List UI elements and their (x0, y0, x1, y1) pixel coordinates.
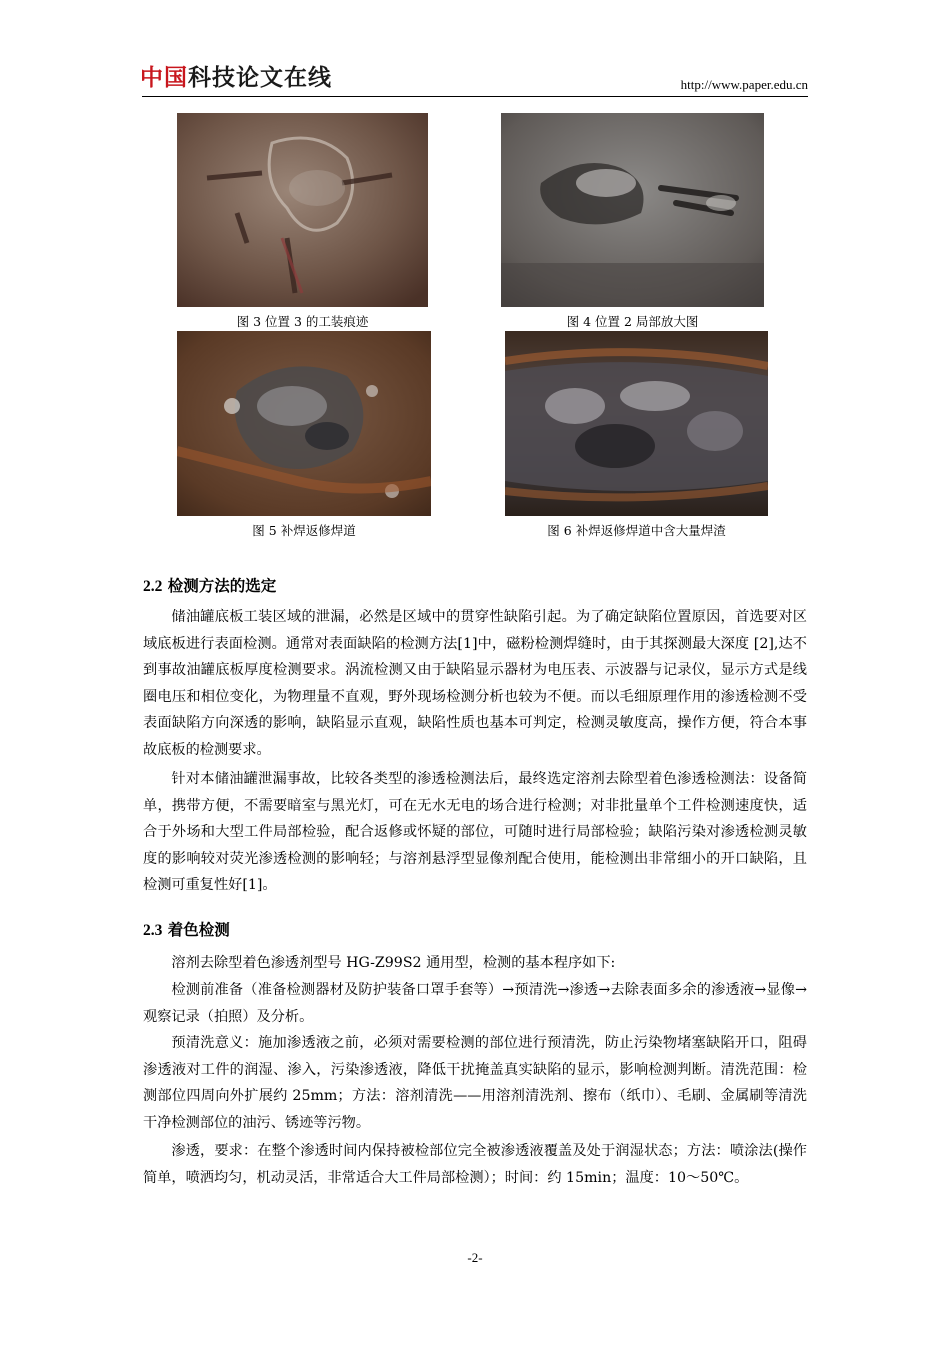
paragraph: 预清洗意义：施加渗透液之前，必须对需要检测的部位进行预清洗，防止污染物堵塞缺陷开口，阻碍渗透液对工件的润湿、渗入，污染渗透液，降低干扰掩盖真实缺陷的显示，影响检测判断。清洗范围：检测部位四周向外扩展约 25mm；方法：溶剂清洗——用溶剂清洗剂、擦布（纸巾）、毛刷、金属刷等清洗干净检测部位的油污、锈迹等污物。 (143, 1035, 807, 1131)
paragraph: 渗透，要求：在整个渗透时间内保持被检部位完全被渗透液覆盖及处于润湿状态；方法：喷涂法(操作简单，喷洒均匀，机动灵活，非常适合大工件局部检测）；时间：约 15min；温度：10～50℃。 (143, 1143, 807, 1186)
figure-5-caption: 图 5 补焊返修焊道 (252, 523, 356, 538)
header-url[interactable]: http://www.paper.edu.cn (680, 77, 808, 92)
figure-6-photo (505, 331, 768, 516)
paragraph: 检测前准备（准备检测器材及防护装备口罩手套等）→预清洗→渗透→去除表面多余的渗透液→显像→观察记录（拍照）及分析。 (143, 982, 807, 1025)
figure-6-caption: 图 6 补焊返修焊道中含大量焊渣 (547, 523, 726, 538)
logo-red-part: 中国 (140, 65, 188, 91)
logo-dark-part: 科技论文在线 (188, 65, 332, 91)
journal-logo (140, 64, 332, 92)
paragraph: 针对本储油罐泄漏事故，比较各类型的渗透检测法后，最终选定溶剂去除型着色渗透检测法：设备简单，携带方便，不需要暗室与黑光灯，可在无水无电的场合进行检测；对非批量单个工件检测速度快，适合于外场和大型工件局部检验，配合返修或怀疑的部位，可随时进行局部检验；缺陷污染对渗透检测灵敏度的影响较对荧光渗透检测的影响轻；与溶剂悬浮型显像剂配合使用，能检测出非常细小的开口缺陷，且检测可重复性好[1]。 (143, 771, 807, 893)
figure-3-photo (177, 113, 428, 307)
figure-4-photo (501, 113, 764, 307)
section-heading-2-2 (143, 574, 276, 596)
section-title: 着色检测 (167, 921, 230, 939)
paragraph: 储油罐底板工装区域的泄漏，必然是区域中的贯穿性缺陷引起。为了确定缺陷位置原因，首选要对区域底板进行表面检测。通常对表面缺陷的检测方法[1]中，磁粉检测焊缝时，由于其探测最大深度 [2],达不到事故油罐底板厚度检测要求。涡流检测又由于缺陷显示器材为电压表、示波器与记录仪，显示方式是线圈电压和相位变化，为物理量不直观，野外现场检测分析也较为不便。而以毛细原理作用的渗透检测不受表面缺陷方向深透的影响，缺陷显示直观，缺陷性质也基本可判定，检测灵敏度高，操作方便，符合本事故底板的检测要求。 (143, 609, 807, 758)
section-number: 2.2 (143, 578, 163, 595)
figure-5-photo (177, 331, 431, 516)
figure-4-caption: 图 4 位置 2 局部放大图 (566, 314, 699, 329)
figure-3-caption: 图 3 位置 3 的工装痕迹 (236, 314, 369, 329)
section-title: 检测方法的选定 (167, 577, 277, 595)
section-number: 2.3 (143, 922, 163, 939)
header-divider (142, 96, 808, 97)
section-heading-2-3 (143, 918, 230, 940)
page-number: -2- (467, 1250, 483, 1265)
paragraph: 溶剂去除型着色渗透剂型号 HG-Z99S2 通用型，检测的基本程序如下: (171, 955, 616, 971)
